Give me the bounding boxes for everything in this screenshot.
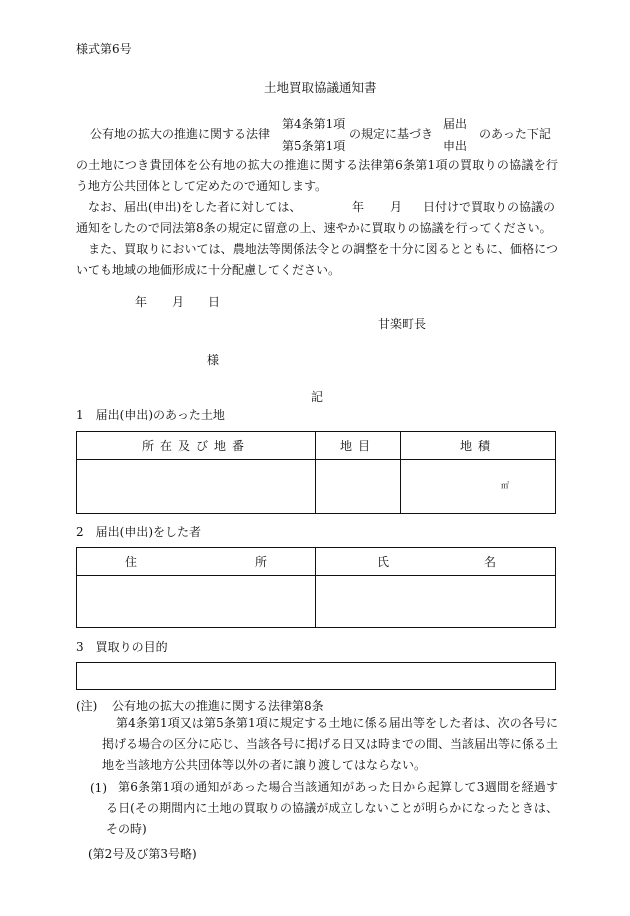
intro-article-b: 第5条第1項 <box>282 139 346 153</box>
land-table <box>76 431 556 514</box>
section3-heading: 3 買取りの目的 <box>76 640 168 654</box>
para2-line1-b: 日付けで買取りの協議の <box>423 200 556 214</box>
form-number: 様式第6号 <box>76 42 132 56</box>
intro-law-name: 公有地の拡大の推進に関する法律 <box>90 127 271 141</box>
para2-line2: 通知をしたので同法第8条の規定に留意の上、速やかに買取りの協議を行ってください。 <box>76 221 552 235</box>
date-year: 年 <box>135 295 148 309</box>
note-item-text: 第6条第1項の通知があった場合当該通知があった日から起算して3週間を経過する日(その期間内に土地の買取りの協議が成立しないことが明らかになったときは、その時) <box>106 780 558 836</box>
applicant-table <box>76 547 556 628</box>
section1-heading: 1 届出(申出)のあった土地 <box>76 408 225 422</box>
area-unit: ㎡ <box>501 481 509 490</box>
document-title: 土地買取協議通知書 <box>264 80 377 95</box>
note-omitted: (第2号及び第3号略) <box>88 847 197 861</box>
address-cell[interactable] <box>77 576 316 628</box>
purpose-field[interactable] <box>76 662 556 690</box>
intro-continuation: の土地につき貴団体を公有地の拡大の推進に関する法律第6条第1項の買取りの協議を行う地方公共団体として定めたので通知します。 <box>76 158 558 193</box>
land-area-cell[interactable] <box>401 460 556 514</box>
intro-notif-b: 申出 <box>443 139 468 153</box>
land-location-cell[interactable] <box>77 460 316 514</box>
land-location-header: 所在及び地番 <box>77 432 316 460</box>
intro-after: のあった下記 <box>479 127 551 141</box>
para2-year: 年 <box>352 200 365 214</box>
address-header: 住 所 <box>77 548 316 576</box>
para2-line1-a: なお、届出(申出)をした者に対しては、 <box>88 200 302 214</box>
date-month: 月 <box>172 295 185 309</box>
intro-based-on: の規定に基づき <box>349 127 434 141</box>
note-item-number: (1) <box>90 781 107 795</box>
section2-heading: 2 届出(申出)をした者 <box>76 525 201 539</box>
intro-notif-a: 届出 <box>443 117 468 131</box>
issuer: 甘楽町長 <box>378 317 427 331</box>
date-day: 日 <box>208 295 221 309</box>
land-category-cell[interactable] <box>316 460 401 514</box>
para2-month: 月 <box>390 200 403 214</box>
note-title: 公有地の拡大の推進に関する法律第8条 <box>112 699 324 713</box>
addressee-suffix: 様 <box>207 353 220 367</box>
note-body: 第4条第1項又は第5条第1項に規定する土地に係る届出等をした者は、次の各号に掲げる場合の区分に応じ、当該各号に掲げる日又は時までの間、当該届出等に係る土地を当該地方公共団体等以外の者に譲り渡してはならない。 <box>102 716 559 772</box>
para3: また、買取りにおいては、農地法等関係法令との調整を十分に図るとともに、価格についても地域の地価形成に十分配慮してください。 <box>76 242 558 277</box>
note-label: (注) <box>76 699 98 713</box>
land-category-header: 地目 <box>316 432 401 460</box>
ki-marker: 記 <box>311 390 324 404</box>
name-cell[interactable] <box>316 576 556 628</box>
intro-article-a: 第4条第1項 <box>282 117 346 131</box>
name-header: 氏 名 <box>316 548 556 576</box>
land-area-header: 地積 <box>401 432 556 460</box>
